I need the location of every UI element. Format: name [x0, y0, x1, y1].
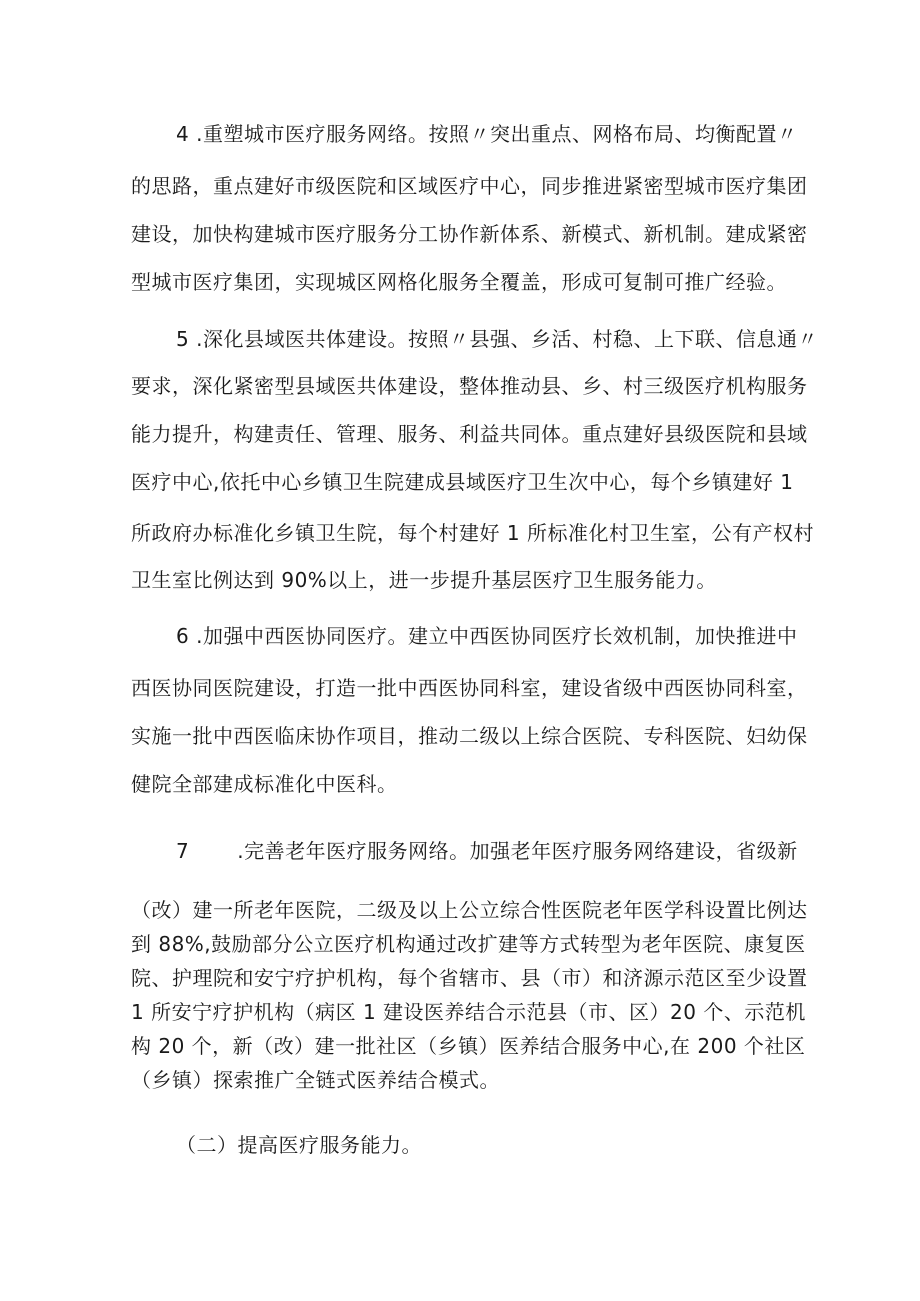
paragraph-5-line-4: 医疗中心,依托中心乡镇卫生院建成县域医疗卫生次中心，每个乡镇建好 1	[131, 470, 794, 494]
paragraph-5-line-3: 能力提升，构建责任、管理、服务、利益共同体。重点建好县级医院和县域	[131, 422, 808, 446]
paragraph-5-line-5: 所政府办标准化乡镇卫生院，每个村建好 1 所标准化村卫生室，公有产权村	[131, 521, 814, 545]
paragraph-7-line-3: 到 88%,鼓励部分公立医疗机构通过改扩建等方式转型为老年医院、康复医	[131, 932, 806, 956]
paragraph-5-line-1: 5 .深化县域医共体建设。按照〃县强、乡活、村稳、上下联、信息通〃	[176, 327, 818, 351]
paragraph-4-line-2: 的思路，重点建好市级医院和区域医疗中心，同步推进紧密型城市医疗集团	[131, 174, 808, 198]
paragraph-7-line-6: 构 20 个，新（改）建一批社区（乡镇）医养结合服务中心,在 200 个社区	[131, 1034, 806, 1058]
paragraph-7-line-7: （乡镇）探索推广全链式医养结合模式。	[131, 1068, 500, 1092]
paragraph-7-line-5: 1 所安宁疗护机构（病区 1 建设医养结合示范县（市、区）20 个、示范机	[131, 1000, 806, 1024]
paragraph-7-line-4: 院、护理院和安宁疗护机构，每个省辖市、县（市）和济源示范区至少设置	[131, 966, 808, 990]
section-heading: （二）提高医疗服务能力。	[176, 1133, 422, 1157]
paragraph-5-line-6: 卫生室比例达到 90%以上，进一步提升基层医疗卫生服务能力。	[131, 568, 717, 592]
paragraph-6-line-4: 健院全部建成标准化中医科。	[131, 772, 398, 796]
paragraph-4-line-4: 型城市医疗集团，实现城区网格化服务全覆盖，形成可复制可推广经验。	[131, 270, 787, 294]
paragraph-6-line-3: 实施一批中西医临床协作项目，推动二级以上综合医院、专科医院、妇幼保	[131, 724, 808, 748]
paragraph-6-line-1: 6 .加强中西医协同医疗。建立中西医协同医疗长效机制，加快推进中	[176, 624, 798, 648]
paragraph-5-line-2: 要求，深化紧密型县域医共体建设，整体推动县、乡、村三级医疗机构服务	[131, 374, 808, 398]
paragraph-7-number: 7	[176, 839, 190, 863]
paragraph-4-line-1: 4 .重塑城市医疗服务网络。按照〃突出重点、网格布局、均衡配置〃	[176, 122, 798, 146]
paragraph-6-line-2: 西医协同医院建设，打造一批中西医协同科室，建设省级中西医协同科室，	[131, 676, 808, 700]
paragraph-7-first-line-text: .完善老年医疗服务网络。加强老年医疗服务网络建设，省级新	[237, 839, 798, 863]
paragraph-4-line-3: 建设，加快构建城市医疗服务分工协作新体系、新模式、新机制。建成紧密	[131, 222, 808, 246]
paragraph-7-line-1	[176, 837, 836, 865]
paragraph-7-line-2: （改）建一所老年医院，二级及以上公立综合性医院老年医学科设置比例达	[131, 898, 808, 922]
